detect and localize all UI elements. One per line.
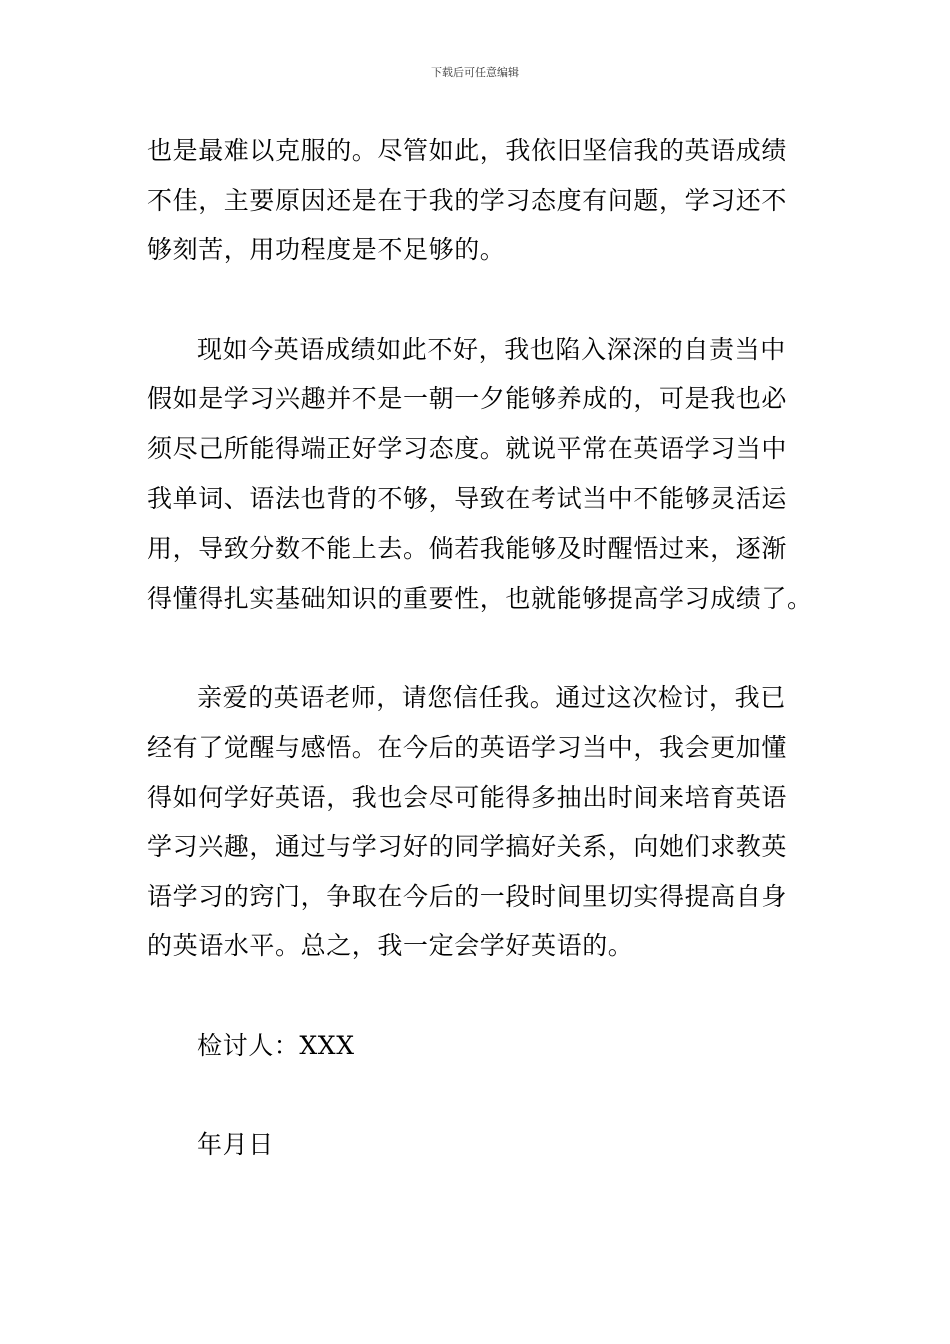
paragraph-3-line-1: 亲爱的英语老师，请您信任我。通过这次检讨，我已 [197,683,786,712]
paragraph-1-line-1: 也是最难以克服的。尽管如此，我依旧坚信我的英语成绩 [147,136,788,165]
paragraph-2-line-2: 假如是学习兴趣并不是一朝一夕能够养成的，可是我也必 [147,384,788,413]
paragraph-2-line-4: 我单词、语法也背的不够，导致在考试当中不能够灵活运 [147,484,788,513]
paragraph-2-line-3: 须尽己所能得端正好学习态度。就说平常在英语学习当中 [147,434,788,463]
paragraph-3-line-6: 的英语水平。总之，我一定会学好英语的。 [147,931,634,960]
paragraph-2-line-6: 得懂得扎实基础知识的重要性，也就能够提高学习成绩了。 [147,584,813,613]
page-header: 下载后可任意编辑 [431,66,519,79]
paragraph-3-line-3: 得如何学好英语，我也会尽可能得多抽出时间来培育英语 [147,783,788,812]
paragraph-1-line-3: 够刻苦，用功程度是不足够的。 [147,235,506,264]
paragraph-1-line-2: 不佳，主要原因还是在于我的学习态度有问题，学习还不 [147,186,788,215]
reviewer-signature: 检讨人：XXX [197,1031,355,1060]
paragraph-2-line-1: 现如今英语成绩如此不好，我也陷入深深的自责当中 [197,335,786,364]
paragraph-3-line-2: 经有了觉醒与感悟。在今后的英语学习当中，我会更加懂 [147,733,788,762]
paragraph-2-line-5: 用，导致分数不能上去。倘若我能够及时醒悟过来，逐渐 [147,534,788,563]
paragraph-3-line-4: 学习兴趣，通过与学习好的同学搞好关系，向她们求教英 [147,832,788,861]
paragraph-3-line-5: 语学习的窍门，争取在今后的一段时间里切实得提高自身 [147,882,788,911]
signature-date: 年月日 [197,1130,274,1159]
